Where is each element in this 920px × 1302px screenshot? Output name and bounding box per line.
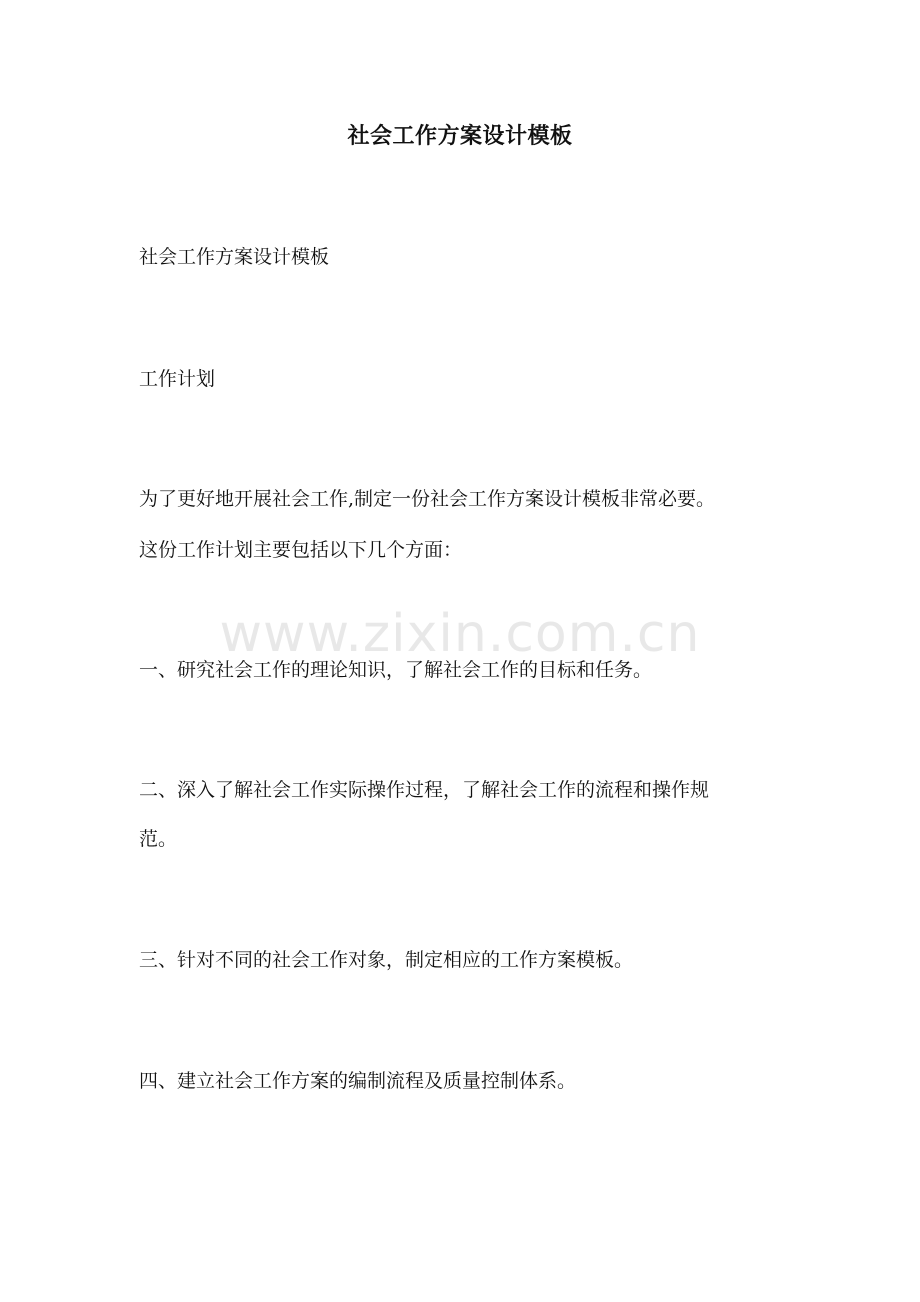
intro-paragraph-line-1: 为了更好地开展社会工作,制定一份社会工作方案设计模板非常必要。 [139, 488, 716, 510]
list-item-2-line-1: 二、深入了解社会工作实际操作过程，了解社会工作的流程和操作规 [139, 779, 710, 801]
list-item-4: 四、建立社会工作方案的编制流程及质量控制体系。 [139, 1070, 577, 1092]
list-item-3: 三、针对不同的社会工作对象，制定相应的工作方案模板。 [139, 949, 634, 971]
section-heading: 工作计划 [139, 368, 216, 390]
list-item-1: 一、研究社会工作的理论知识，了解社会工作的目标和任务。 [139, 659, 653, 681]
document-subtitle: 社会工作方案设计模板 [139, 246, 330, 268]
watermark-text: www.zixin.com.cn [219, 604, 701, 664]
document-title: 社会工作方案设计模板 [347, 123, 573, 149]
list-item-2-line-2: 范。 [139, 828, 178, 850]
intro-paragraph-line-2: 这份工作计划主要包括以下几个方面： [139, 539, 463, 561]
